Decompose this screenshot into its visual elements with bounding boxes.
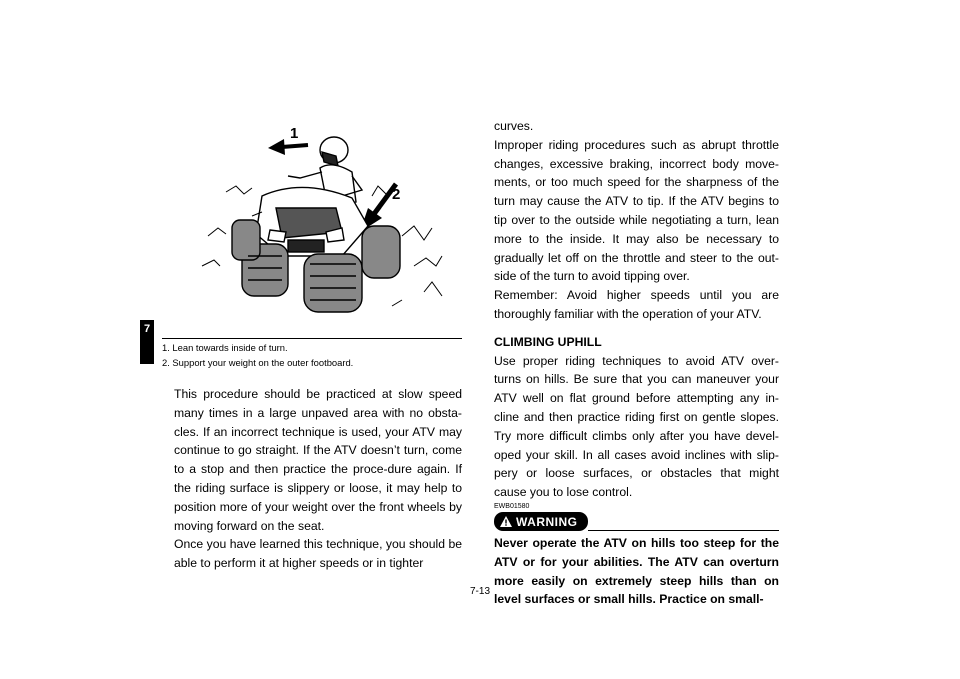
left-column [174,385,462,573]
caption-2: 2. Support your weight on the outer footboard. [162,357,354,368]
warning-triangle-icon [500,516,512,527]
callout-2: 2 [392,186,401,203]
warning-code: EWB01580 [494,502,530,510]
paragraph-practice: This procedure should be practiced at slow speed many times in a large unpaved area with no obsta-cles. If an incorrect technique is used, your ATV may continue to go straight. If the ATV doesn’t turn, come to a stop and then practice the proce-dure again. If the riding surface is slippery or loose, it may help to position more of your weight over the front wheels by moving forward on the seat. [174,387,462,533]
paragraph-curves: curves. [494,119,534,133]
paragraph-improper: Improper riding procedures such as abrupt throttle changes, excessive braking, incorrect body move-ments, or too much speed for the sharpness of the turn may cause the ATV to tip. If the ATV begins to tip over to the outside while negotiating a turn, lean more to the inside. It may also be necessary to gradually let off on the throttle and steer to the out-side of the turn to avoid tipping over. [494,137,779,284]
callout-1: 1 [290,125,299,142]
atv-turning-illustration [192,116,458,346]
arrow-lean-inside [268,139,308,155]
atv [232,187,400,312]
chapter-tab: 7 [140,320,154,364]
page-number: 7-13 [469,586,490,597]
section-heading: CLIMBING UPHILL [494,334,602,349]
paragraph-technique: Once you have learned this technique, you should be able to perform it at higher speeds or in tighter [174,537,462,571]
warning-label: WARNING [516,514,578,529]
warning-text: Never operate the ATV on hills too steep for the ATV or for your abilities. The ATV can overturn more easily on extremely steep hills than on level surfaces or small hills. Practice on small- [494,535,779,607]
caption-divider [162,338,462,339]
paragraph-uphill: Use proper riding techniques to avoid ATV over-turns on hills. Be sure that you can maneuver your ATV well on flat ground before attempting any in-cline and then practice riding first on gentle slopes. Try more difficult climbs only after you have devel-oped your skill. In all cases avoid inclines with slip-pery or loose surfaces, or obstacles that might cause you to lose control. [494,353,779,500]
figure-captions [162,338,462,370]
warning-header [494,512,779,532]
warning-badge [494,512,588,531]
paragraph-remember: Remember: Avoid higher speeds until you are thoroughly familiar with the operation of your ATV. [494,288,779,321]
warning-rule [588,512,780,531]
right-column [494,117,779,609]
caption-1: 1. Lean towards inside of turn. [162,342,288,353]
